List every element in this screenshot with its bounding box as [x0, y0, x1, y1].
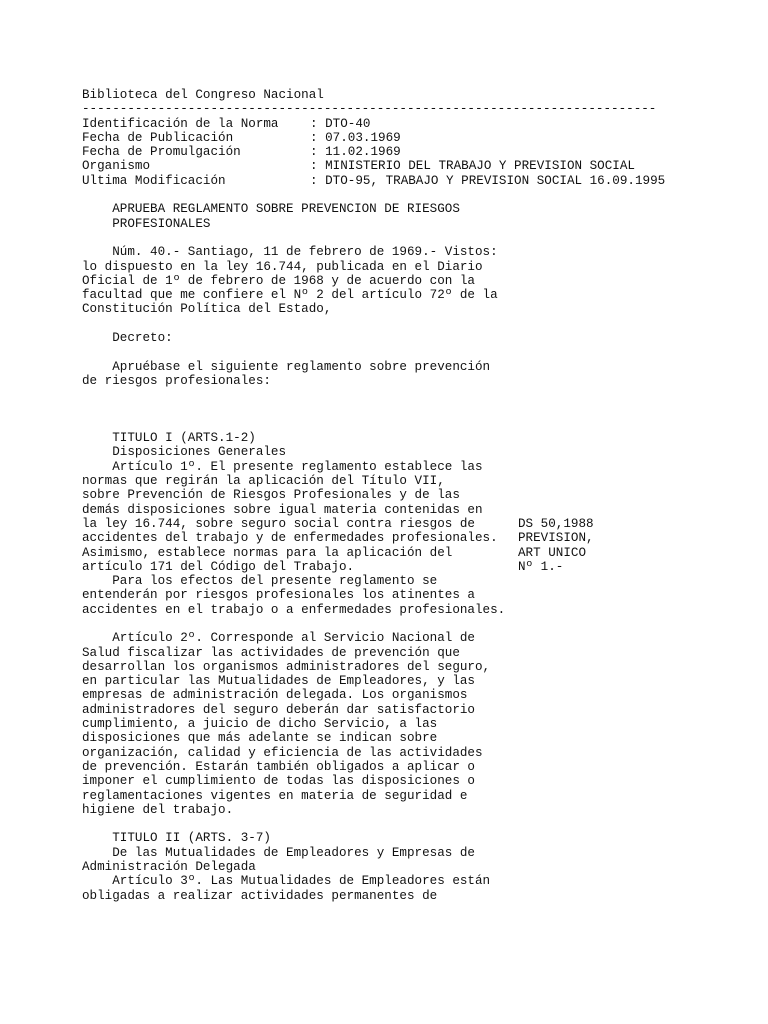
margin-note: PREVISION, [518, 531, 594, 546]
metadata-row [82, 159, 722, 173]
titulo-2-section [82, 831, 722, 902]
titulo-1-text: artículo 171 del Código del Trabajo. [82, 559, 355, 574]
titulo-1-line [82, 488, 722, 502]
titulo-1-text: Asimismo, establece normas para la aplicación del [82, 545, 453, 560]
titulo-1-line [82, 574, 722, 588]
decreto-heading: Decreto: [82, 331, 173, 346]
metadata-row [82, 131, 722, 145]
metadata-label: Ultima Modificación [82, 173, 226, 188]
apruebase-paragraph [82, 360, 722, 389]
header-separator: ---------------------------------------------------------------------------- [82, 102, 657, 117]
titulo-1-text: entenderán por riesgos profesionales los atinentes a [82, 588, 475, 603]
preamble-line: lo dispuesto en la ley 16.744, publicada en el Diario [82, 259, 483, 274]
margin-note: Nº 1.- [518, 559, 564, 574]
articulo-2-line: Salud fiscalizar las actividades de prevención que [82, 645, 460, 660]
preamble [82, 245, 722, 316]
articulo-2-line: cumplimiento, a juicio de dicho Servicio, a las [82, 717, 438, 732]
articulo-2-line: empresas de administración delegada. Los organismos [82, 688, 468, 703]
metadata-value: : DTO-95, TRABAJO Y PREVISION SOCIAL 16.09.1995 [310, 173, 666, 188]
titulo-1-line [82, 603, 722, 617]
metadata-label: Fecha de Publicación [82, 130, 234, 145]
titulo-2-line: Artículo 3º. Las Mutualidades de Empleadores están [82, 874, 491, 889]
articulo-2-paragraph [82, 631, 722, 817]
titulo-1-text: accidentes en el trabajo o a enfermedades profesionales. [82, 602, 506, 617]
preamble-line: Constitución Política del Estado, [82, 302, 332, 317]
metadata-label: Organismo [82, 159, 151, 174]
titulo-1-text: accidentes del trabajo y de enfermedades profesionales. [82, 531, 498, 546]
titulo-1-text: demás disposiciones sobre igual materia contenidas en [82, 502, 483, 517]
margin-note: DS 50,1988 [518, 516, 594, 531]
metadata-row [82, 145, 722, 159]
metadata-row [82, 117, 722, 131]
titulo-1-text: la ley 16.744, sobre seguro social contra riesgos de [82, 516, 475, 531]
titulo-1-line [82, 546, 722, 560]
titulo-1-line [82, 503, 722, 517]
title-line: APRUEBA REGLAMENTO SOBRE PREVENCION DE RIESGOS [82, 202, 460, 217]
apruebase-line: Apruébase el siguiente reglamento sobre prevención [82, 359, 491, 374]
titulo-1-line [82, 588, 722, 602]
articulo-2-line: reglamentaciones vigentes en materia de seguridad e [82, 788, 468, 803]
titulo-2-line: TITULO II (ARTS. 3-7) [82, 831, 271, 846]
articulo-2-line: desarrollan los organismos administradores del seguro, [82, 659, 491, 674]
articulo-2-line: en particular las Mutualidades de Empleadores, y las [82, 674, 475, 689]
preamble-line: Núm. 40.- Santiago, 11 de febrero de 1969.- Vistos: [82, 245, 498, 260]
metadata-label: Identificación de la Norma [82, 116, 279, 131]
articulo-2-line: higiene del trabajo. [82, 802, 234, 817]
titulo-2-line: obligadas a realizar actividades permanentes de [82, 888, 438, 903]
titulo-2-line: Administración Delegada [82, 860, 256, 875]
metadata-row [82, 174, 722, 188]
metadata-value: : 07.03.1969 [310, 130, 401, 145]
titulo-1-text: Para los efectos del presente reglamento se [82, 574, 438, 589]
metadata-value: : MINISTERIO DEL TRABAJO Y PREVISION SOCIAL [310, 159, 635, 174]
titulo-1-line [82, 531, 722, 545]
titulo-1-line [82, 474, 722, 488]
titulo-1-text: normas que regirán la aplicación del Título VII, [82, 474, 445, 489]
titulo-1-line [82, 445, 722, 459]
articulo-2-line: administradores del seguro deberán dar satisfactorio [82, 702, 475, 717]
metadata-value: : DTO-40 [310, 116, 371, 131]
titulo-1-text: Artículo 1º. El presente reglamento establece las [82, 459, 483, 474]
margin-note: ART UNICO [518, 545, 587, 560]
titulo-1-line [82, 431, 722, 445]
titulo-1-line [82, 460, 722, 474]
preamble-line: facultad que me confiere el Nº 2 del artículo 72º de la [82, 288, 498, 303]
articulo-2-line: imponer el cumplimiento de todas las disposiciones o [82, 774, 475, 789]
library-name: Biblioteca del Congreso Nacional [82, 88, 324, 102]
metadata-block [82, 117, 722, 188]
titulo-1-text: Disposiciones Generales [82, 445, 287, 460]
titulo-1-text: TITULO I (ARTS.1-2) [82, 431, 256, 446]
metadata-label: Fecha de Promulgación [82, 145, 241, 160]
metadata-value: : 11.02.1969 [310, 145, 401, 160]
document-title [82, 202, 722, 231]
document-page [82, 88, 722, 903]
apruebase-line: de riesgos profesionales: [82, 373, 271, 388]
titulo-1-section [82, 431, 722, 617]
title-line: PROFESIONALES [82, 216, 211, 231]
articulo-2-line: Artículo 2º. Corresponde al Servicio Nacional de [82, 631, 475, 646]
titulo-1-line [82, 517, 722, 531]
titulo-1-text: sobre Prevención de Riesgos Profesionales y de las [82, 488, 460, 503]
articulo-2-line: de prevención. Estarán también obligados a aplicar o [82, 759, 475, 774]
preamble-line: Oficial de 1º de febrero de 1968 y de acuerdo con la [82, 273, 475, 288]
titulo-1-line [82, 560, 722, 574]
articulo-2-line: organización, calidad y eficiencia de las actividades [82, 745, 483, 760]
titulo-2-line: De las Mutualidades de Empleadores y Empresas de [82, 845, 475, 860]
articulo-2-line: disposiciones que más adelante se indican sobre [82, 731, 438, 746]
